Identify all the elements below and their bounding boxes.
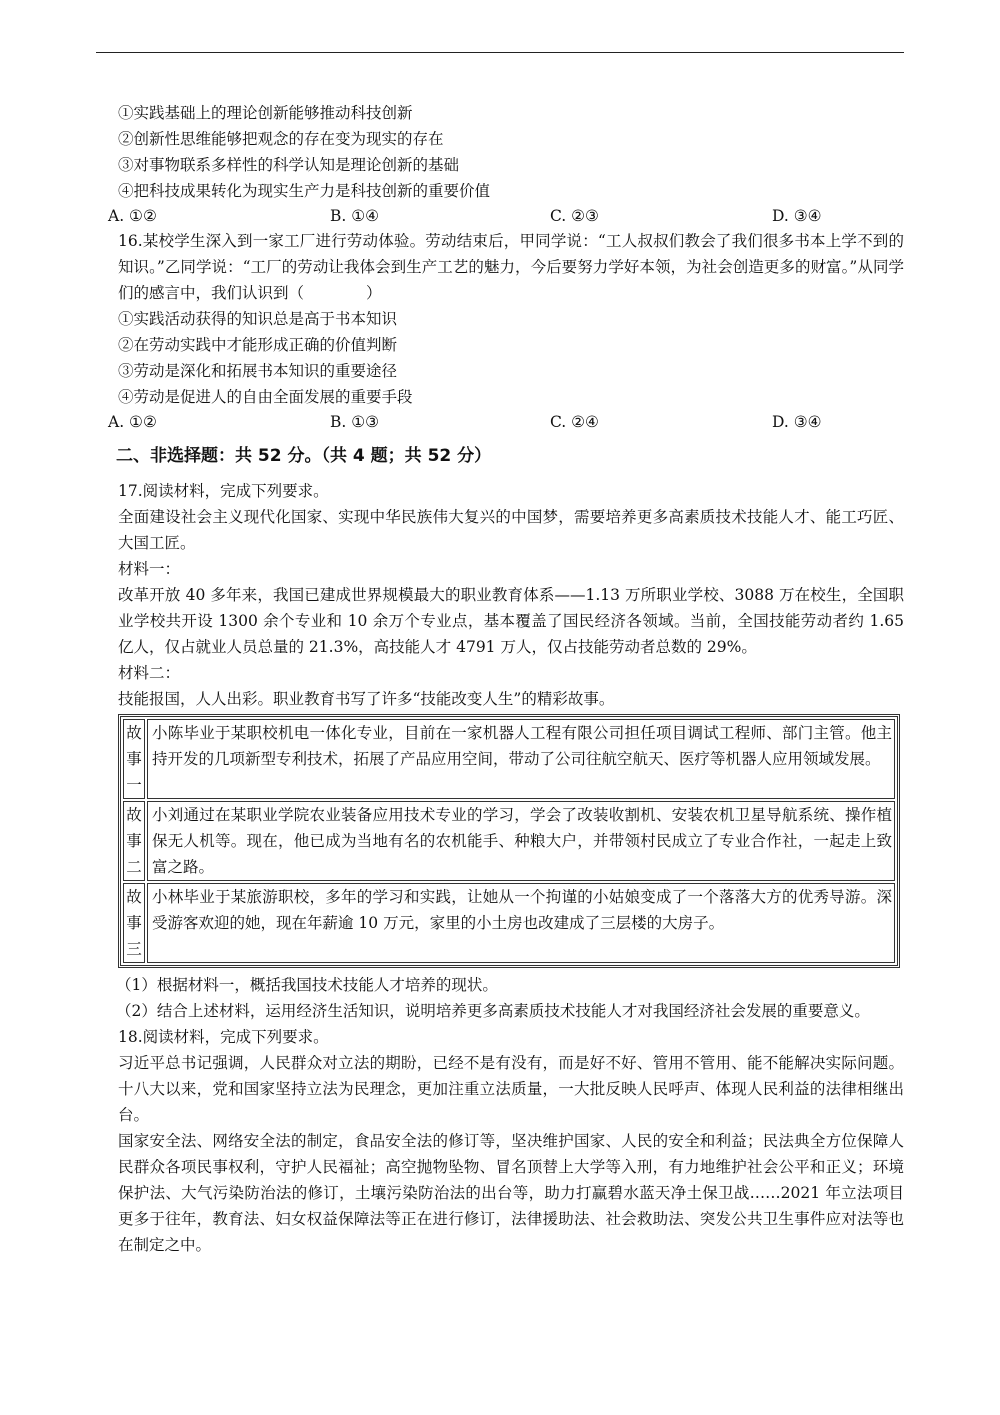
q16-item: ③劳动是深化和拓展书本知识的重要途径 xyxy=(118,362,398,380)
q16-option-a: A. ①② xyxy=(108,413,157,431)
q18-para2: 国家安全法、网络安全法的制定，食品安全法的修订等，坚决维护国家、人民的安全和利益；民法典全方位保障人民群众各项民事权利，守护人民福祉；高空抛物坠物、冒名顶替上大学等入刑，有力地维护社会公平和正义；环境保护法、大气污染防治法的修订，土壤污染防治法的出台等，助力打赢碧水蓝天净土保卫战……2021 年立法项目更多于往年，教育法、妇女权益保障法等正在进行修订，法律援助法、社会救助法、突发公共卫生事件应对法等也在制定之中。 xyxy=(118,1132,904,1254)
q15-option-a: A. ①② xyxy=(108,207,157,225)
story-label-char: 事 xyxy=(126,914,142,932)
story-label xyxy=(123,883,145,963)
q16-item: ①实践活动获得的知识总是高于书本知识 xyxy=(118,310,398,328)
q17-material2: 技能报国，人人出彩。职业教育书写了许多“技能改变人生”的精彩故事。 xyxy=(118,690,615,708)
q17-stem: 17.阅读材料，完成下列要求。 xyxy=(118,482,329,500)
q15-item: ①实践基础上的理论创新能够推动科技创新 xyxy=(118,104,413,122)
q15-item: ④把科技成果转化为现实生产力是科技创新的重要价值 xyxy=(118,182,491,200)
q17-sub1: （1）根据材料一，概括我国技术技能人才培养的现状。 xyxy=(116,976,498,994)
q16-stem: 16.某校学生深入到一家工厂进行劳动体验。劳动结束后，甲同学说：“工人叔叔们教会了我们很多书本上学不到的知识。”乙同学说：“工厂的劳动让我体会到生产工艺的魅力，今后要努力学好本领，为社会创造更多的财富。”从同学们的感言中，我们认识到（ ） xyxy=(118,232,904,302)
section-title: 二、非选择题：共 52 分。（共 4 题；共 52 分） xyxy=(116,446,492,466)
q16-option-b: B. ①③ xyxy=(330,413,380,431)
story-label-char: 二 xyxy=(126,858,142,876)
q16-option-c: C. ②④ xyxy=(550,413,599,431)
q17-material1: 改革开放 40 多年来，我国已建成世界规模最大的职业教育体系——1.13 万所职业学校、3088 万在校生，全国职业学校共开设 1300 余个专业和 10 余万个专业点，基本覆盖了国民经济各领域。当前，全国技能劳动者约 1.65 亿人，仅占就业人员总量的 21.3%，高技能人才 4791 万人，仅占技能劳动者总数的 29%。 xyxy=(118,586,904,656)
q15-option-c: C. ②③ xyxy=(550,207,599,225)
q16-options xyxy=(108,410,904,434)
story-label-char: 故 xyxy=(126,806,142,824)
page-content xyxy=(108,100,904,1258)
story-text: 小陈毕业于某职校机电一体化专业，目前在一家机器人工程有限公司担任项目调试工程师、部门主管。他主持开发的几项新型专利技术，拓展了产品应用空间，带动了公司往航空航天、医疗等机器人应用领域发展。 xyxy=(147,719,895,799)
story-text: 小林毕业于某旅游职校，多年的学习和实践，让她从一个拘谨的小姑娘变成了一个落落大方的优秀导游。深受游客欢迎的她，现在年薪逾 10 万元，家里的小土房也改建成了三层楼的大房子。 xyxy=(147,883,895,963)
q18-para1: 习近平总书记强调，人民群众对立法的期盼，已经不是有没有，而是好不好、管用不管用、能不能解决实际问题。十八大以来，党和国家坚持立法为民理念，更加注重立法质量，一大批反映人民呼声、体现人民利益的法律相继出台。 xyxy=(118,1054,904,1124)
q15-options xyxy=(108,204,904,228)
story-label-char: 三 xyxy=(126,940,142,958)
q15-option-b: B. ①④ xyxy=(330,207,380,225)
story-row xyxy=(123,883,895,963)
q15-option-d: D. ③④ xyxy=(772,207,822,225)
q17-material1-label: 材料一： xyxy=(118,560,181,578)
stories-table xyxy=(118,714,900,968)
story-row xyxy=(123,801,895,881)
story-label-char: 故 xyxy=(126,888,142,906)
story-text: 小刘通过在某职业学院农业装备应用技术专业的学习，学会了改装收割机、安装农机卫星导航系统、操作植保无人机等。现在，他已成为当地有名的农机能手、种粮大户，并带领村民成立了专业合作社，一起走上致富之路。 xyxy=(147,801,895,881)
q17-sub2: （2）结合上述材料，运用经济生活知识，说明培养更多高素质技术技能人才对我国经济社会发展的重要意义。 xyxy=(116,1002,870,1020)
q15-item: ②创新性思维能够把观念的存在变为现实的存在 xyxy=(118,130,444,148)
story-label-char: 事 xyxy=(126,750,142,768)
story-label-char: 一 xyxy=(126,776,142,794)
q17-material2-label: 材料二： xyxy=(118,664,181,682)
q15-item: ③对事物联系多样性的科学认知是理论创新的基础 xyxy=(118,156,460,174)
story-label-char: 故 xyxy=(126,724,142,742)
story-label xyxy=(123,801,145,881)
q16-item: ②在劳动实践中才能形成正确的价值判断 xyxy=(118,336,398,354)
story-label xyxy=(123,719,145,799)
story-row xyxy=(123,719,895,799)
q17-intro: 全面建设社会主义现代化国家、实现中华民族伟大复兴的中国梦，需要培养更多高素质技术技能人才、能工巧匠、大国工匠。 xyxy=(118,508,904,552)
header-rule xyxy=(96,52,904,53)
story-label-char: 事 xyxy=(126,832,142,850)
q16-item: ④劳动是促进人的自由全面发展的重要手段 xyxy=(118,388,413,406)
q16-option-d: D. ③④ xyxy=(772,413,822,431)
q18-stem: 18.阅读材料，完成下列要求。 xyxy=(118,1028,329,1046)
